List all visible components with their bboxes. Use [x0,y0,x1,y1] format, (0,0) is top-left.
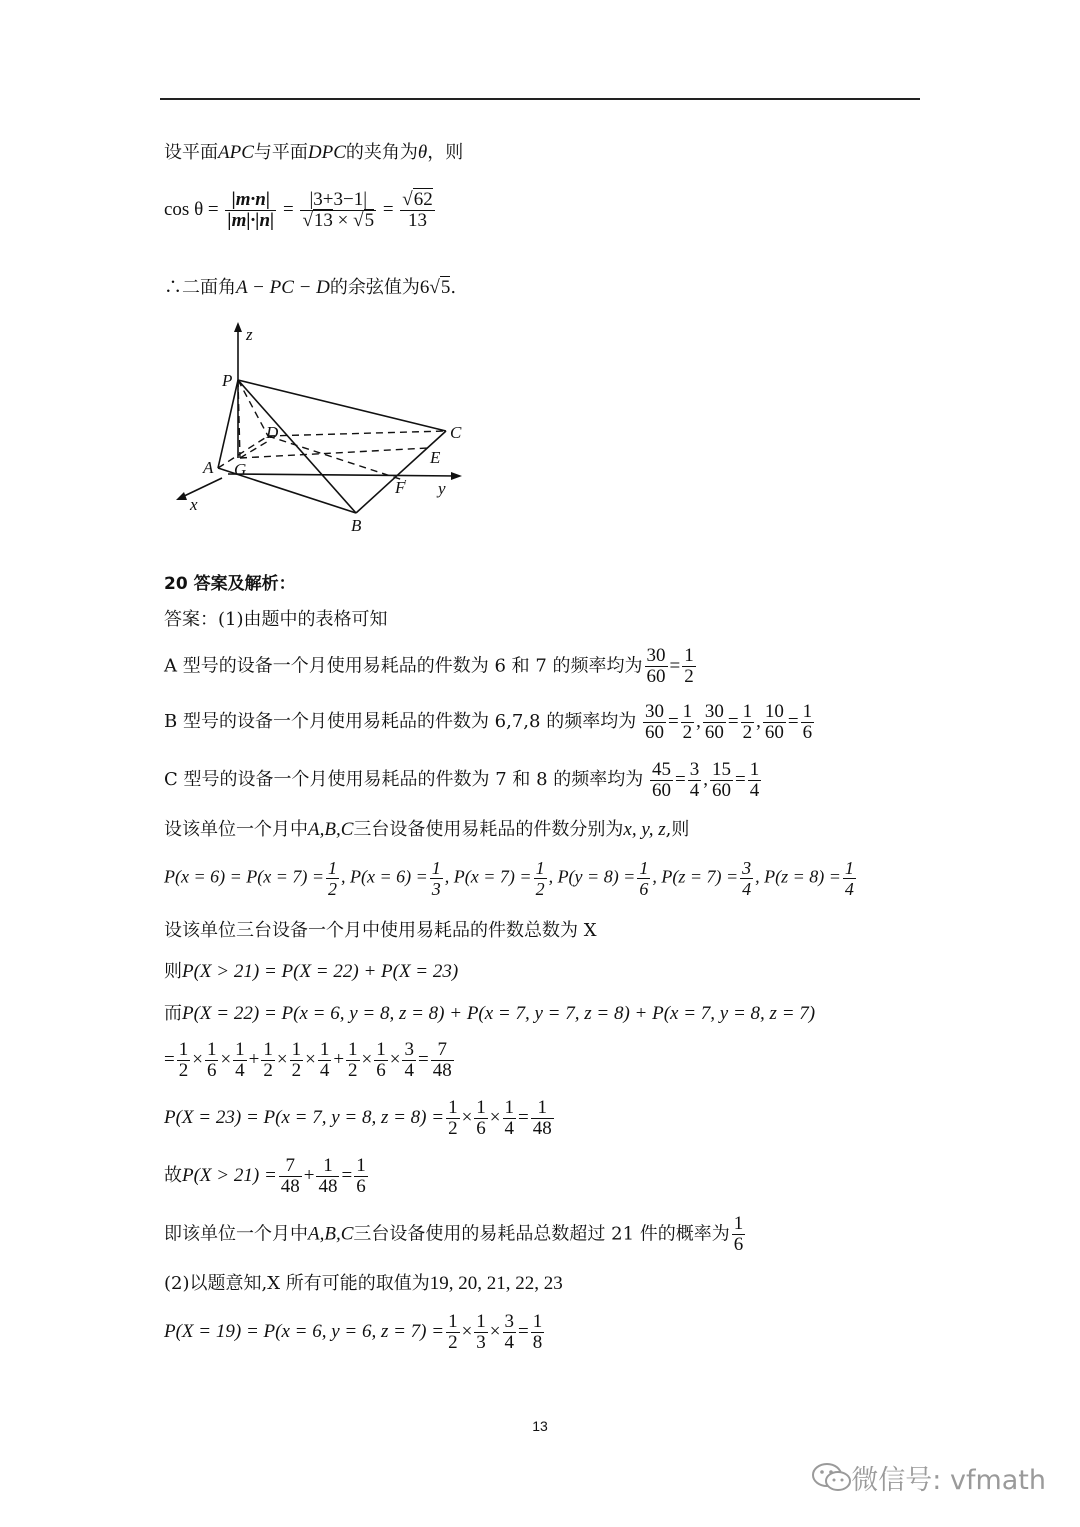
label-F: F [395,478,406,497]
intro-text: 设平面 [164,142,218,163]
line-product: = $\frac{1}{2}$ × $\frac{1}{6}$ × $\frac{1}{4}$ + $\frac{1}{2}$ × $\frac{1}{2}$ × $\frac{1}{4}$ + $\frac{1}{2}$ × $\frac{1}{6}$ × $\frac{3}{4}$ = $\frac{7}{48}$ [164,1039,452,1081]
edge-GD [240,440,270,458]
label-B: B [351,516,362,535]
cos-lhs: cos θ = [164,198,219,220]
line-type-a: A 型号的设备一个月使用易耗品的件数为 6 和 7 的频率均为 $\frac{30}{60}$ = $\frac{1}{2}$ [164,645,694,687]
edge-BC [356,431,446,513]
label-A: A [203,458,214,477]
angle-text: 的夹角为 [345,142,418,163]
y-axis [228,474,458,476]
line-part2: (2)以题意知,X 所有可能的取值为19, 20, 21, 22, 23 [164,1273,563,1294]
label-x: x [190,495,198,514]
section-title: 20 答案及解析： [164,574,296,594]
answer-intro: 答案：(1)由题中的表格可知 [164,609,388,630]
dihedral-angle: A − PC − D [236,277,330,298]
line-p23: P(X = 23) = P(x = 7, y = 8, z = 8) = $\frac{1}{2}$ × $\frac{1}{6}$ × $\frac{1}{4}$ = $\frac{1}{48}$ [164,1097,552,1139]
watermark: 微信号: vfmath [851,1465,1046,1496]
wechat-icon [810,1460,854,1494]
and-text: 与平面 [253,142,308,163]
label-C: C [450,423,462,442]
intro-line [164,141,463,165]
label-y: y [438,479,446,498]
label-E: E [430,448,441,467]
line-type-b: B 型号的设备一个月使用易耗品的件数为 6,7,8 的频率均为 $\frac{30}{60}$ = $\frac{1}{2}$ , $\frac{30}{60}$ = $\frac{1}{2}$ , $\frac{10}{60}$ = $\frac{1}{6}$ [164,701,813,743]
fraction-result: $\frac{√62}{13}$ [402,189,433,231]
line-then: 则P(X > 21) = P(X = 22) + P(X = 23) [164,961,459,982]
header-rule [160,98,920,100]
label-G: G [234,460,247,479]
fraction-values: $\frac{|3+3-1|}{√13 \times √5}$ [302,189,375,231]
line-probabilities: P(x = 6) = P(x = 7) = $\frac{1}{2}$ , P(x = 6) = $\frac{1}{3}$ , P(x = 7) = $\frac{1}{2}$ , P(y = 8) = $\frac{1}{6}$ , P(z = 7) = $\frac{3}{4}$ , P(z = 8) = $\frac{1}{4}$ [164,858,854,899]
line-total-x: 设该单位三台设备一个月中使用易耗品的件数总数为 X [164,920,597,941]
line-final: 即该单位一个月中A,B,C三台设备使用的易耗品总数超过 21 件的概率为 $\frac{1}{6}$ [164,1213,744,1255]
label-D: D [266,423,279,442]
line-so: 故P(X > 21) = $\frac{7}{48}$ + $\frac{1}{48}$ = $\frac{1}{6}$ [164,1155,366,1197]
edge-GE [240,448,428,458]
conclusion-line: ∴二面角A − PC − D的余弦值为6√5. [164,277,457,298]
label-z: z [246,325,253,344]
theta: θ [417,142,428,163]
cos-equation: cos θ = $\frac{|m\cdot n|}{|m|\cdot|n|}$ = $\frac{|3+3-1|}{√13 \times √5}$ = $\frac{√62}{13}$ [164,189,433,231]
x-axis [180,478,222,498]
line-type-c: C 型号的设备一个月使用易耗品的件数为 7 和 8 的频率均为 $\frac{45}{60}$ = $\frac{3}{4}$ , $\frac{15}{60}$ = $\frac{1}{4}$ [164,759,760,801]
label-P: P [222,371,233,390]
line-p19: P(X = 19) = P(x = 6, y = 6, z = 7) = $\frac{1}{2}$ × $\frac{1}{3}$ × $\frac{3}{4}$ = $\frac{1}{8}$ [164,1311,543,1353]
edge-DC [268,431,446,436]
fraction-mn: $\frac{|m\cdot n|}{|m|\cdot|n|}$ [227,189,275,231]
edge-PA [218,380,238,468]
plane-dpc: DPC [307,142,346,163]
line-and: 而P(X = 22) = P(x = 6, y = 8, z = 8) + P(x = 7, y = 7, z = 8) + P(x = 7, y = 8, z = 7) [164,1003,816,1024]
pyramid-figure [170,318,480,540]
page-number: 13 [532,1418,548,1434]
then-text: ，则 [427,142,464,163]
plane-apc: APC [218,142,254,163]
line-variables: 设该单位一个月中A,B,C三台设备使用易耗品的件数分别为x, y, z,则 [164,819,690,840]
